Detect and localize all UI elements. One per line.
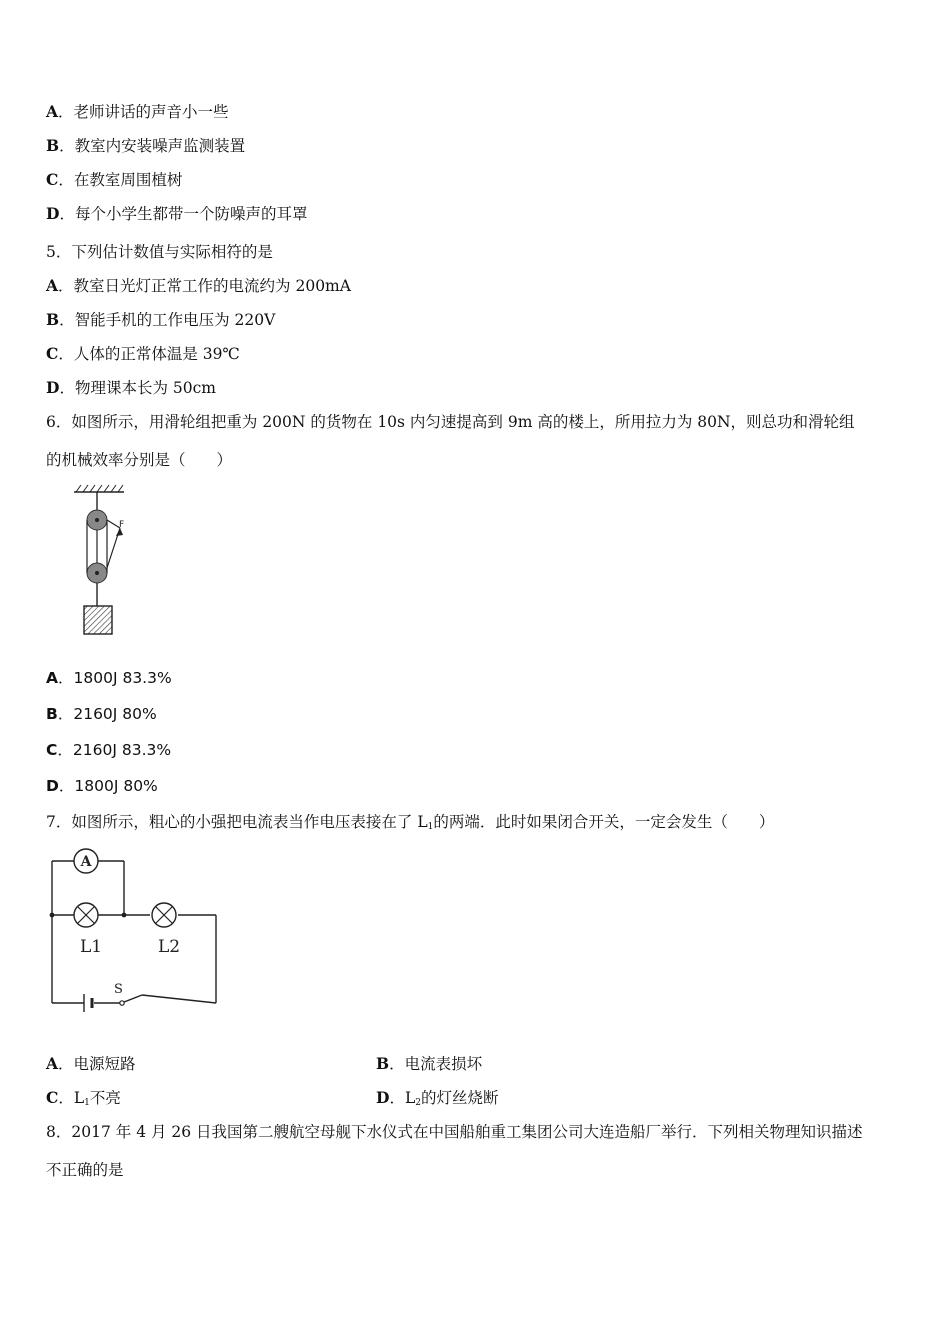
q7-option-b: B．电流表损坏 <box>376 1054 483 1073</box>
cargo-block <box>84 606 112 634</box>
q5-option-b: B．智能手机的工作电压为 220V <box>46 310 276 329</box>
force-label: F <box>119 520 125 530</box>
ceiling-mount <box>74 485 124 512</box>
lamp-l1-label: L1 <box>80 937 103 957</box>
ammeter <box>74 849 98 873</box>
lamp-l2 <box>152 903 180 957</box>
q6-option-b: B．2160J 80% <box>46 705 157 723</box>
q7-option-d: D．$L_2$的灯丝烧断 <box>376 1088 499 1108</box>
pulley-system-figure <box>66 480 136 640</box>
q5-option-a: A．教室日光灯正常工作的电流约为 200mA <box>46 276 351 295</box>
q4-option-c: C．在教室周围植树 <box>46 170 183 189</box>
q6-stem-line2: 的机械效率分别是（ ） <box>46 451 233 469</box>
q8-stem-line2: 不正确的是 <box>46 1161 124 1179</box>
lamp-l1 <box>74 903 102 957</box>
q6-option-d: D．1800J 80% <box>46 777 158 795</box>
lamp-l2-label: L2 <box>158 937 181 957</box>
q4-option-d: D．每个小学生都带一个防噪声的耳罩 <box>46 204 308 223</box>
q4-option-b: B．教室内安装噪声监测装置 <box>46 136 246 155</box>
q6-stem-line1: 6．如图所示，用滑轮组把重为 200N 的货物在 10s 内匀速提高到 9m 高的楼上，所用拉力为 80N，则总功和滑轮组 <box>46 413 855 431</box>
q7-option-a: A．电源短路 <box>46 1054 136 1073</box>
q7-stem: 7．如图所示，粗心的小强把电流表当作电压表接在了 $L_1$的两端．此时如果闭合开关，一定会发生（ ） <box>46 813 775 832</box>
ammeter-label: A <box>80 854 92 870</box>
q6-option-a: A．1800J 83.3% <box>46 669 172 687</box>
circuit-diagram <box>46 845 226 1015</box>
q4-option-a: A．老师讲话的声音小一些 <box>46 102 229 121</box>
q5-option-c: C．人体的正常体温是 39℃ <box>46 344 240 363</box>
battery-icon <box>84 994 92 1012</box>
switch-label: S <box>114 982 123 997</box>
q6-option-c: C．2160J 83.3% <box>46 741 172 759</box>
circuit-wires <box>52 861 216 1003</box>
q5-stem: 5．下列估计数值与实际相符的是 <box>46 243 273 261</box>
switch-s <box>114 982 142 1005</box>
q5-option-d: D．物理课本长为 50cm <box>46 378 216 397</box>
q7-option-c: C．$L_1$不亮 <box>46 1088 121 1108</box>
q8-stem-line1: 8．2017 年 4 月 26 日我国第二艘航空母舰下水仪式在中国船舶重工集团公司大连造船厂举行．下列相关物理知识描述 <box>46 1123 863 1141</box>
